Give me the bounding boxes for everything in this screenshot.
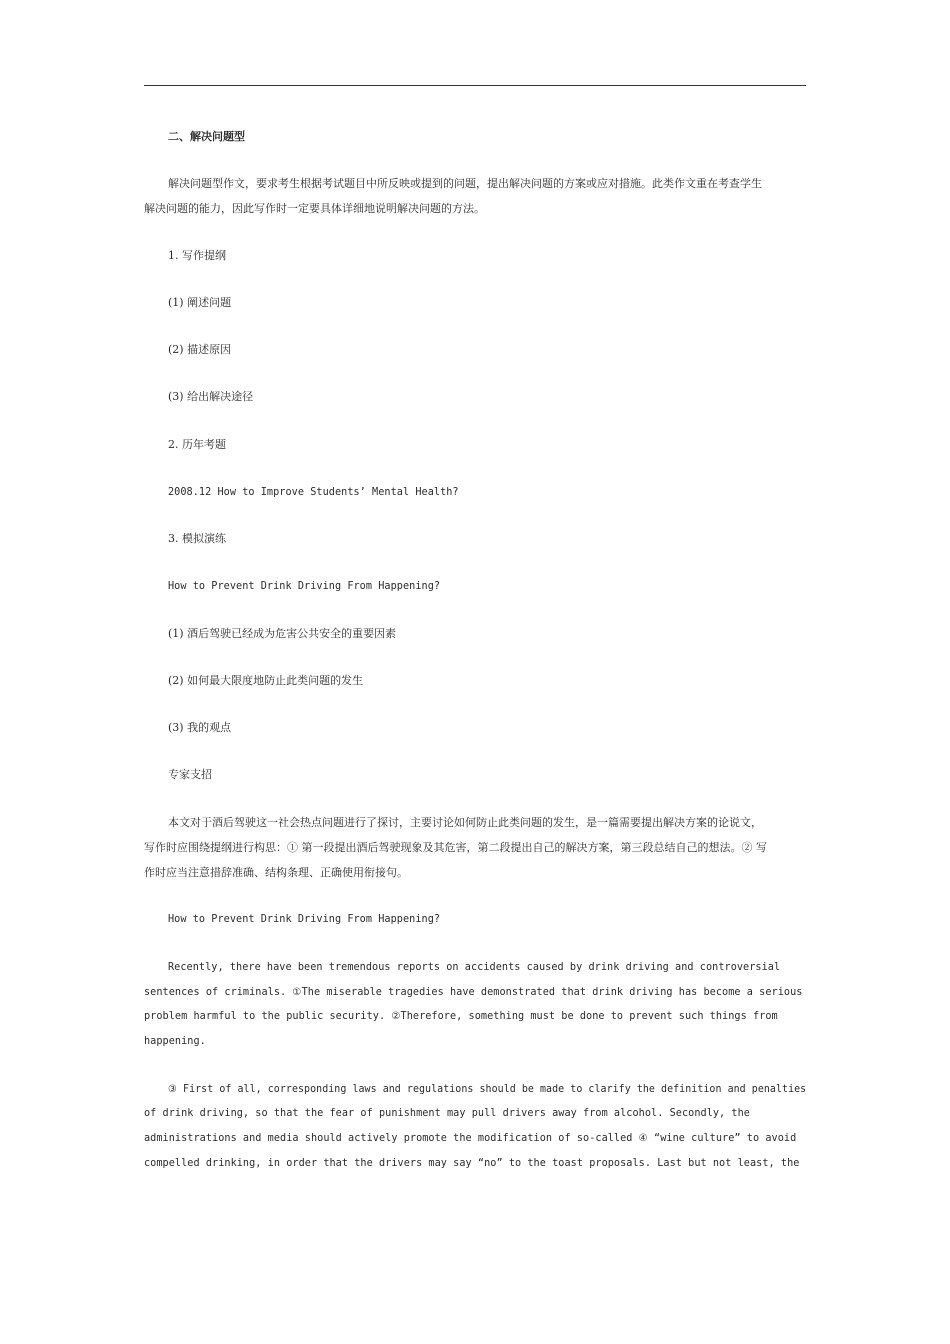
practice-heading: 3. 模拟演练 [168,532,226,545]
outline-item-1: (1) 阐述问题 [168,296,232,309]
past-exam-heading: 2. 历年考题 [168,438,226,451]
expert-heading: 专家支招 [168,768,212,781]
practice-title: How to Prevent Drink Driving From Happening? [168,581,441,592]
essay-p1-line-3: problem harmful to the public security. ②Therefore, something must be done to prevent such things from [144,1011,778,1022]
outline-heading: 1. 写作提纲 [168,249,226,262]
essay-p2-line-4: compelled drinking, in order that the drivers may say “no” to the toast proposals. Last but not least, the [144,1158,800,1169]
essay-p2-line-3: administrations and media should actively promote the modification of so-called ④ “wine culture” to avoid [144,1133,797,1144]
expert-text-line-2: 写作时应围绕提纲进行构思：① 第一段提出酒后驾驶现象及其危害，第二段提出自己的解决方案，第三段总结自己的想法。② 写 [144,841,767,854]
outline-item-3: (3) 给出解决途径 [168,390,254,403]
essay-p2-line-1: ③ First of all, corresponding laws and regulations should be made to clarify the definition and penalties [168,1084,807,1095]
essay-p2-line-2: of drink driving, so that the fear of punishment may pull drivers away from alcohol. Secondly, the [144,1108,750,1119]
essay-p1-line-1: Recently, there have been tremendous reports on accidents caused by drink driving and controversial [168,962,781,973]
header-rule [144,85,806,86]
essay-p1-line-4: happening. [144,1036,206,1047]
practice-item-3: (3) 我的观点 [168,721,232,734]
section-heading: 二、解决问题型 [168,130,245,143]
practice-item-2: (2) 如何最大限度地防止此类问题的发生 [168,674,364,687]
outline-item-2: (2) 描述原因 [168,343,232,356]
expert-text-line-1: 本文对于酒后驾驶这一社会热点问题进行了探讨，主要讨论如何防止此类问题的发生，是一篇需要提出解决方案的论说文， [168,816,762,829]
essay-p1-line-2: sentences of criminals. ①The miserable tragedies have demonstrated that drink driving has become a serious [144,987,803,998]
essay-title: How to Prevent Drink Driving From Happening? [168,914,441,925]
practice-item-1: (1) 酒后驾驶已经成为危害公共安全的重要因素 [168,627,397,640]
intro-line-2: 解决问题的能力，因此写作时一定要具体详细地说明解决问题的方法。 [144,202,485,215]
intro-line-1: 解决问题型作文，要求考生根据考试题目中所反映或提到的问题，提出解决问题的方案或应对措施。此类作文重在考查学生 [168,177,762,190]
past-exam-item: 2008.12 How to Improve Students’ Mental Health? [168,487,459,498]
expert-text-line-3: 作时应当注意措辞准确、结构条理、正确使用衔接句。 [144,866,408,879]
